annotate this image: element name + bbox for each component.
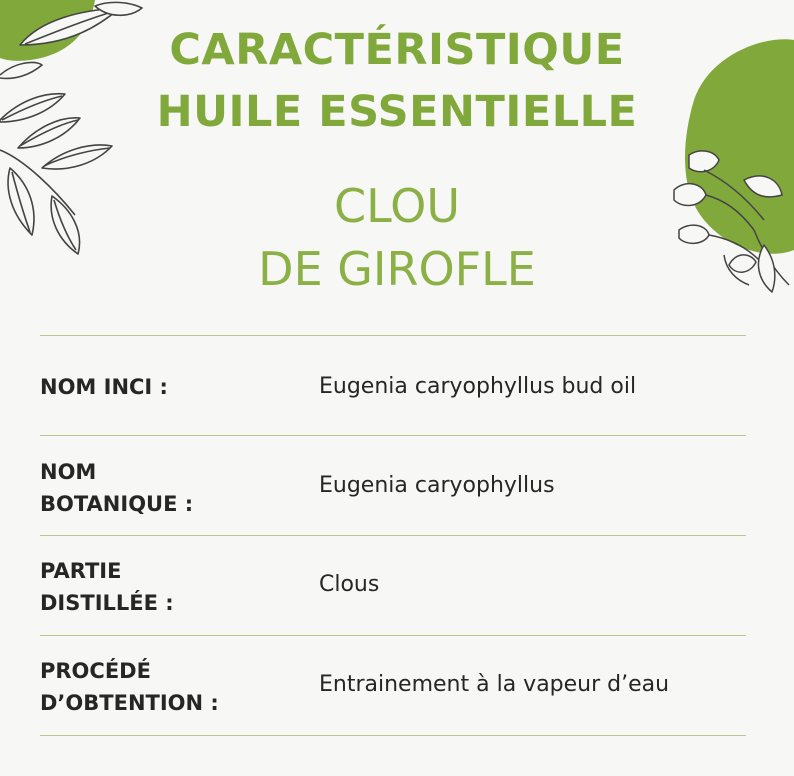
characteristics-table	[40, 335, 746, 736]
row-label: NOM BOTANIQUE :	[40, 460, 194, 516]
table-row-procede	[40, 636, 746, 735]
oil-name-line2: DE GIROFLE	[258, 242, 536, 296]
page-title-line2: HUILE ESSENTIELLE	[156, 87, 638, 137]
row-value: Clous	[319, 572, 380, 597]
row-label: PARTIE DISTILLÉE :	[40, 559, 174, 615]
table-divider	[40, 735, 746, 736]
table-row-inci	[40, 336, 746, 435]
table-row-partie	[40, 536, 746, 635]
row-value: Eugenia caryophyllus	[319, 473, 555, 498]
row-label: PROCÉDÉ D’OBTENTION :	[40, 659, 219, 715]
oil-name-line1: CLOU	[334, 179, 460, 233]
row-label: NOM INCI :	[40, 375, 168, 399]
row-value: Entrainement à la vapeur d’eau	[319, 672, 670, 697]
table-row-botanique	[40, 436, 746, 535]
row-value: Eugenia caryophyllus bud oil	[319, 374, 637, 399]
page-title-line1: CARACTÉRISTIQUE	[169, 25, 625, 75]
